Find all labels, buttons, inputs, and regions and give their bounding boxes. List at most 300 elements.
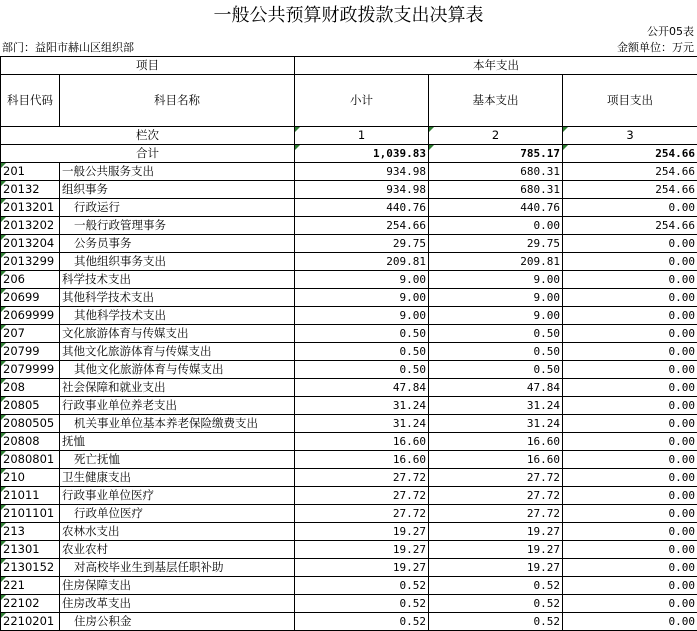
header-project: 项目支出 [563, 75, 697, 127]
table-row [1, 577, 697, 595]
table-row [1, 325, 697, 343]
unit-label: 金额单位：万元 [617, 41, 694, 55]
table-row [1, 397, 697, 415]
row-project-text: 0.00 [669, 489, 696, 502]
col-index-1 [295, 127, 429, 145]
row-name-text: 住房公积金 [74, 614, 132, 628]
row-name-text: 卫生健康支出 [62, 470, 131, 484]
row-code-text: 206 [3, 272, 25, 286]
row-name [60, 253, 295, 271]
row-project [563, 163, 697, 181]
row-code [1, 253, 60, 271]
row-subtotal-text: 0.52 [400, 579, 427, 592]
table-row [1, 289, 697, 307]
col-index-2-text: 2 [492, 128, 499, 142]
row-project-text: 0.00 [669, 255, 696, 268]
row-code [1, 451, 60, 469]
row-basic-text: 9.00 [534, 309, 561, 322]
table-row [1, 595, 697, 613]
row-subtotal-text: 16.60 [393, 435, 426, 448]
table-row [1, 199, 697, 217]
row-code-text: 20132 [3, 182, 40, 196]
row-project-text: 0.00 [669, 201, 696, 214]
row-project-text: 0.00 [669, 525, 696, 538]
row-code-text: 201 [3, 164, 25, 178]
row-code [1, 199, 60, 217]
row-subtotal [295, 361, 429, 379]
row-name-text: 其他科学技术支出 [74, 308, 166, 322]
row-basic-text: 9.00 [534, 273, 561, 286]
table-row [1, 253, 697, 271]
row-basic-text: 27.72 [527, 507, 560, 520]
row-name-text: 对高校毕业生到基层任职补助 [74, 560, 224, 574]
row-name-text: 行政单位医疗 [74, 506, 143, 520]
row-name-text: 一般行政管理事务 [74, 218, 166, 232]
row-name [60, 199, 295, 217]
row-code [1, 469, 60, 487]
row-subtotal [295, 181, 429, 199]
row-subtotal-text: 19.27 [393, 543, 426, 556]
row-subtotal-text: 27.72 [393, 489, 426, 502]
row-subtotal [295, 325, 429, 343]
row-name-text: 行政事业单位医疗 [62, 488, 154, 502]
row-subtotal-text: 934.98 [386, 183, 426, 196]
row-code-text: 2069999 [3, 308, 54, 322]
row-basic [429, 271, 563, 289]
row-project-text: 0.00 [669, 561, 696, 574]
row-basic-text: 19.27 [527, 543, 560, 556]
row-project-text: 0.00 [669, 453, 696, 466]
row-subtotal [295, 541, 429, 559]
row-subtotal-text: 29.75 [393, 237, 426, 250]
row-code [1, 577, 60, 595]
header-name: 科目名称 [60, 75, 295, 127]
row-basic-text: 27.72 [527, 471, 560, 484]
row-project-text: 0.00 [669, 507, 696, 520]
row-basic [429, 199, 563, 217]
row-basic [429, 559, 563, 577]
header-item: 项目 [1, 57, 295, 75]
row-name [60, 469, 295, 487]
row-basic-text: 440.76 [520, 201, 560, 214]
row-basic-text: 29.75 [527, 237, 560, 250]
row-code [1, 613, 60, 631]
row-basic-text: 16.60 [527, 453, 560, 466]
row-name-text: 其他文化旅游体育与传媒支出 [62, 344, 212, 358]
row-basic [429, 289, 563, 307]
row-basic-text: 19.27 [527, 525, 560, 538]
row-project-text: 0.00 [669, 435, 696, 448]
row-basic [429, 181, 563, 199]
row-basic-text: 0.50 [534, 327, 561, 340]
row-code [1, 595, 60, 613]
department-label: 部门：益阳市赫山区组织部 [2, 41, 134, 55]
table-row [1, 343, 697, 361]
row-basic-text: 16.60 [527, 435, 560, 448]
table-row [1, 181, 697, 199]
row-subtotal-text: 47.84 [393, 381, 426, 394]
row-code-text: 2210201 [3, 614, 54, 628]
total-basic [429, 145, 563, 163]
row-project-text: 254.66 [655, 219, 695, 232]
table-row [1, 433, 697, 451]
row-code [1, 415, 60, 433]
header-row-2 [1, 75, 697, 127]
row-code [1, 271, 60, 289]
row-subtotal [295, 469, 429, 487]
row-basic-text: 9.00 [534, 291, 561, 304]
row-label: 栏次 [1, 127, 295, 145]
row-project [563, 469, 697, 487]
row-basic [429, 379, 563, 397]
row-project [563, 361, 697, 379]
row-subtotal-text: 440.76 [386, 201, 426, 214]
row-name [60, 541, 295, 559]
row-name [60, 577, 295, 595]
row-basic [429, 541, 563, 559]
row-code-text: 2080801 [3, 452, 54, 466]
expenditure-table [0, 56, 697, 631]
row-code [1, 163, 60, 181]
row-subtotal [295, 343, 429, 361]
row-code [1, 235, 60, 253]
row-basic-text: 209.81 [520, 255, 560, 268]
row-name [60, 451, 295, 469]
row-code [1, 541, 60, 559]
row-subtotal-text: 0.52 [400, 597, 427, 610]
total-row [1, 145, 697, 163]
row-project [563, 235, 697, 253]
row-subtotal [295, 505, 429, 523]
row-project [563, 487, 697, 505]
row-subtotal-text: 254.66 [386, 219, 426, 232]
row-subtotal [295, 397, 429, 415]
row-subtotal-text: 9.00 [400, 273, 427, 286]
row-basic-text: 0.52 [534, 597, 561, 610]
row-subtotal [295, 433, 429, 451]
total-basic-value: 785.17 [520, 147, 560, 160]
row-basic [429, 577, 563, 595]
row-name-text: 住房保障支出 [62, 578, 131, 592]
row-subtotal [295, 253, 429, 271]
row-name [60, 289, 295, 307]
row-project [563, 433, 697, 451]
row-name-text: 社会保障和就业支出 [62, 380, 166, 394]
row-project-text: 0.00 [669, 381, 696, 394]
row-name [60, 613, 295, 631]
total-project [563, 145, 697, 163]
row-subtotal-text: 27.72 [393, 471, 426, 484]
row-name-text: 住房改革支出 [62, 596, 131, 610]
row-code-text: 221 [3, 578, 25, 592]
row-name-text: 科学技术支出 [62, 272, 131, 286]
row-basic [429, 253, 563, 271]
row-project [563, 577, 697, 595]
row-basic-text: 0.50 [534, 345, 561, 358]
row-project-text: 0.00 [669, 291, 696, 304]
row-basic-text: 31.24 [527, 399, 560, 412]
row-code [1, 361, 60, 379]
row-subtotal-text: 27.72 [393, 507, 426, 520]
row-name [60, 523, 295, 541]
row-project-text: 254.66 [655, 165, 695, 178]
row-basic [429, 325, 563, 343]
row-basic-text: 47.84 [527, 381, 560, 394]
row-project [563, 559, 697, 577]
row-basic-text: 31.24 [527, 417, 560, 430]
row-code-text: 2080505 [3, 416, 54, 430]
row-name-text: 公务员事务 [74, 236, 132, 250]
row-subtotal [295, 415, 429, 433]
row-project [563, 217, 697, 235]
row-project-text: 0.00 [669, 345, 696, 358]
row-project-text: 0.00 [669, 597, 696, 610]
row-name [60, 163, 295, 181]
row-subtotal [295, 487, 429, 505]
row-project [563, 505, 697, 523]
row-subtotal-text: 9.00 [400, 309, 427, 322]
row-subtotal [295, 595, 429, 613]
row-name-text: 抚恤 [62, 434, 85, 448]
total-project-value: 254.66 [655, 147, 695, 160]
row-project [563, 451, 697, 469]
row-code [1, 433, 60, 451]
row-name-text: 其他文化旅游体育与传媒支出 [74, 362, 224, 376]
row-subtotal [295, 163, 429, 181]
row-basic [429, 415, 563, 433]
table-row [1, 613, 697, 631]
row-basic [429, 505, 563, 523]
table-row [1, 451, 697, 469]
row-subtotal [295, 199, 429, 217]
row-name [60, 343, 295, 361]
row-basic-text: 0.52 [534, 579, 561, 592]
row-name [60, 505, 295, 523]
report-title: 一般公共预算财政拨款支出决算表 [0, 4, 697, 28]
row-subtotal-text: 0.50 [400, 363, 427, 376]
table-row [1, 163, 697, 181]
row-name [60, 181, 295, 199]
row-name-text: 农业农村 [62, 542, 108, 556]
row-name [60, 271, 295, 289]
row-basic [429, 397, 563, 415]
row-name [60, 487, 295, 505]
row-subtotal-text: 0.52 [400, 615, 427, 628]
row-name [60, 235, 295, 253]
row-code [1, 487, 60, 505]
row-subtotal [295, 307, 429, 325]
row-code [1, 379, 60, 397]
row-subtotal [295, 613, 429, 631]
row-name [60, 559, 295, 577]
row-project [563, 343, 697, 361]
row-subtotal-text: 0.50 [400, 327, 427, 340]
header-basic: 基本支出 [429, 75, 563, 127]
total-label: 合计 [1, 145, 295, 163]
row-subtotal [295, 451, 429, 469]
row-subtotal-text: 209.81 [386, 255, 426, 268]
row-subtotal [295, 379, 429, 397]
row-project-text: 0.00 [669, 615, 696, 628]
row-code-text: 2079999 [3, 362, 54, 376]
row-code-text: 213 [3, 524, 25, 538]
row-basic-text: 680.31 [520, 183, 560, 196]
row-subtotal [295, 577, 429, 595]
row-code [1, 217, 60, 235]
row-project [563, 595, 697, 613]
row-basic-text: 27.72 [527, 489, 560, 502]
row-code-text: 2013201 [3, 200, 54, 214]
row-project-text: 0.00 [669, 543, 696, 556]
row-basic [429, 487, 563, 505]
row-name-text: 行政事业单位养老支出 [62, 398, 177, 412]
row-subtotal-text: 934.98 [386, 165, 426, 178]
row-project [563, 523, 697, 541]
table-row [1, 361, 697, 379]
row-project [563, 613, 697, 631]
row-name [60, 433, 295, 451]
row-basic-text: 680.31 [520, 165, 560, 178]
row-project [563, 253, 697, 271]
table-row [1, 217, 697, 235]
row-code [1, 397, 60, 415]
row-name [60, 379, 295, 397]
row-project-text: 0.00 [669, 417, 696, 430]
row-name [60, 397, 295, 415]
table-row [1, 271, 697, 289]
row-subtotal [295, 559, 429, 577]
row-basic-text: 0.50 [534, 363, 561, 376]
row-project-text: 0.00 [669, 237, 696, 250]
header-row-1 [1, 57, 697, 75]
table-row [1, 307, 697, 325]
row-subtotal [295, 271, 429, 289]
row-project-text: 254.66 [655, 183, 695, 196]
row-basic [429, 595, 563, 613]
row-name-text: 其他科学技术支出 [62, 290, 154, 304]
row-basic [429, 469, 563, 487]
form-number: 公开05表 [647, 25, 694, 39]
table-row [1, 235, 697, 253]
row-name [60, 361, 295, 379]
col-index-3-text: 3 [626, 128, 633, 142]
table-row [1, 415, 697, 433]
row-code-text: 207 [3, 326, 25, 340]
row-code-text: 20699 [3, 290, 40, 304]
row-subtotal-text: 31.24 [393, 417, 426, 430]
row-project-text: 0.00 [669, 471, 696, 484]
row-code-text: 20799 [3, 344, 40, 358]
row-code [1, 505, 60, 523]
row-project [563, 397, 697, 415]
row-name-text: 一般公共服务支出 [62, 164, 154, 178]
row-project-text: 0.00 [669, 363, 696, 376]
row-basic [429, 235, 563, 253]
row-project [563, 199, 697, 217]
row-name-text: 文化旅游体育与传媒支出 [62, 326, 189, 340]
row-project [563, 181, 697, 199]
row-basic-text: 19.27 [527, 561, 560, 574]
row-code [1, 181, 60, 199]
row-basic [429, 217, 563, 235]
table-row [1, 523, 697, 541]
row-basic [429, 433, 563, 451]
row-code-text: 21301 [3, 542, 40, 556]
row-project [563, 415, 697, 433]
row-code [1, 307, 60, 325]
row-code [1, 325, 60, 343]
row-name [60, 217, 295, 235]
row-code-text: 20805 [3, 398, 40, 412]
total-subtotal [295, 145, 429, 163]
row-name-text: 行政运行 [74, 200, 120, 214]
col-index-1-text: 1 [358, 128, 365, 142]
row-code-text: 2130152 [3, 560, 54, 574]
header-current-year: 本年支出 [295, 57, 697, 75]
row-project [563, 289, 697, 307]
row-name-text: 死亡抚恤 [74, 452, 120, 466]
total-subtotal-value: 1,039.83 [373, 147, 426, 160]
row-code-text: 2013299 [3, 254, 54, 268]
row-subtotal-text: 19.27 [393, 525, 426, 538]
row-code-text: 21011 [3, 488, 40, 502]
row-basic [429, 361, 563, 379]
row-project [563, 307, 697, 325]
row-code-text: 20808 [3, 434, 40, 448]
row-code-text: 208 [3, 380, 25, 394]
row-code-text: 22102 [3, 596, 40, 610]
row-code [1, 289, 60, 307]
row-name-text: 机关事业单位基本养老保险缴费支出 [74, 416, 258, 430]
row-code-text: 2101101 [3, 506, 54, 520]
row-basic-text: 0.00 [534, 219, 561, 232]
row-project-text: 0.00 [669, 309, 696, 322]
row-code [1, 343, 60, 361]
row-code-text: 210 [3, 470, 25, 484]
row-project [563, 541, 697, 559]
row-project [563, 379, 697, 397]
column-index-row [1, 127, 697, 145]
row-basic [429, 451, 563, 469]
row-code-text: 2013202 [3, 218, 54, 232]
table-row [1, 505, 697, 523]
row-basic [429, 613, 563, 631]
row-basic [429, 307, 563, 325]
table-row [1, 559, 697, 577]
row-project-text: 0.00 [669, 327, 696, 340]
row-name-text: 组织事务 [62, 182, 108, 196]
row-name [60, 307, 295, 325]
row-name-text: 农林水支出 [62, 524, 120, 538]
row-subtotal [295, 523, 429, 541]
row-basic [429, 163, 563, 181]
row-basic [429, 523, 563, 541]
row-project [563, 271, 697, 289]
row-subtotal [295, 235, 429, 253]
row-code-text: 2013204 [3, 236, 54, 250]
header-subtotal: 小计 [295, 75, 429, 127]
row-project-text: 0.00 [669, 273, 696, 286]
row-subtotal-text: 9.00 [400, 291, 427, 304]
header-code: 科目代码 [1, 75, 60, 127]
row-project [563, 325, 697, 343]
table-row [1, 379, 697, 397]
row-basic [429, 343, 563, 361]
table-row [1, 541, 697, 559]
col-index-3 [563, 127, 697, 145]
row-project-text: 0.00 [669, 399, 696, 412]
row-basic-text: 0.52 [534, 615, 561, 628]
